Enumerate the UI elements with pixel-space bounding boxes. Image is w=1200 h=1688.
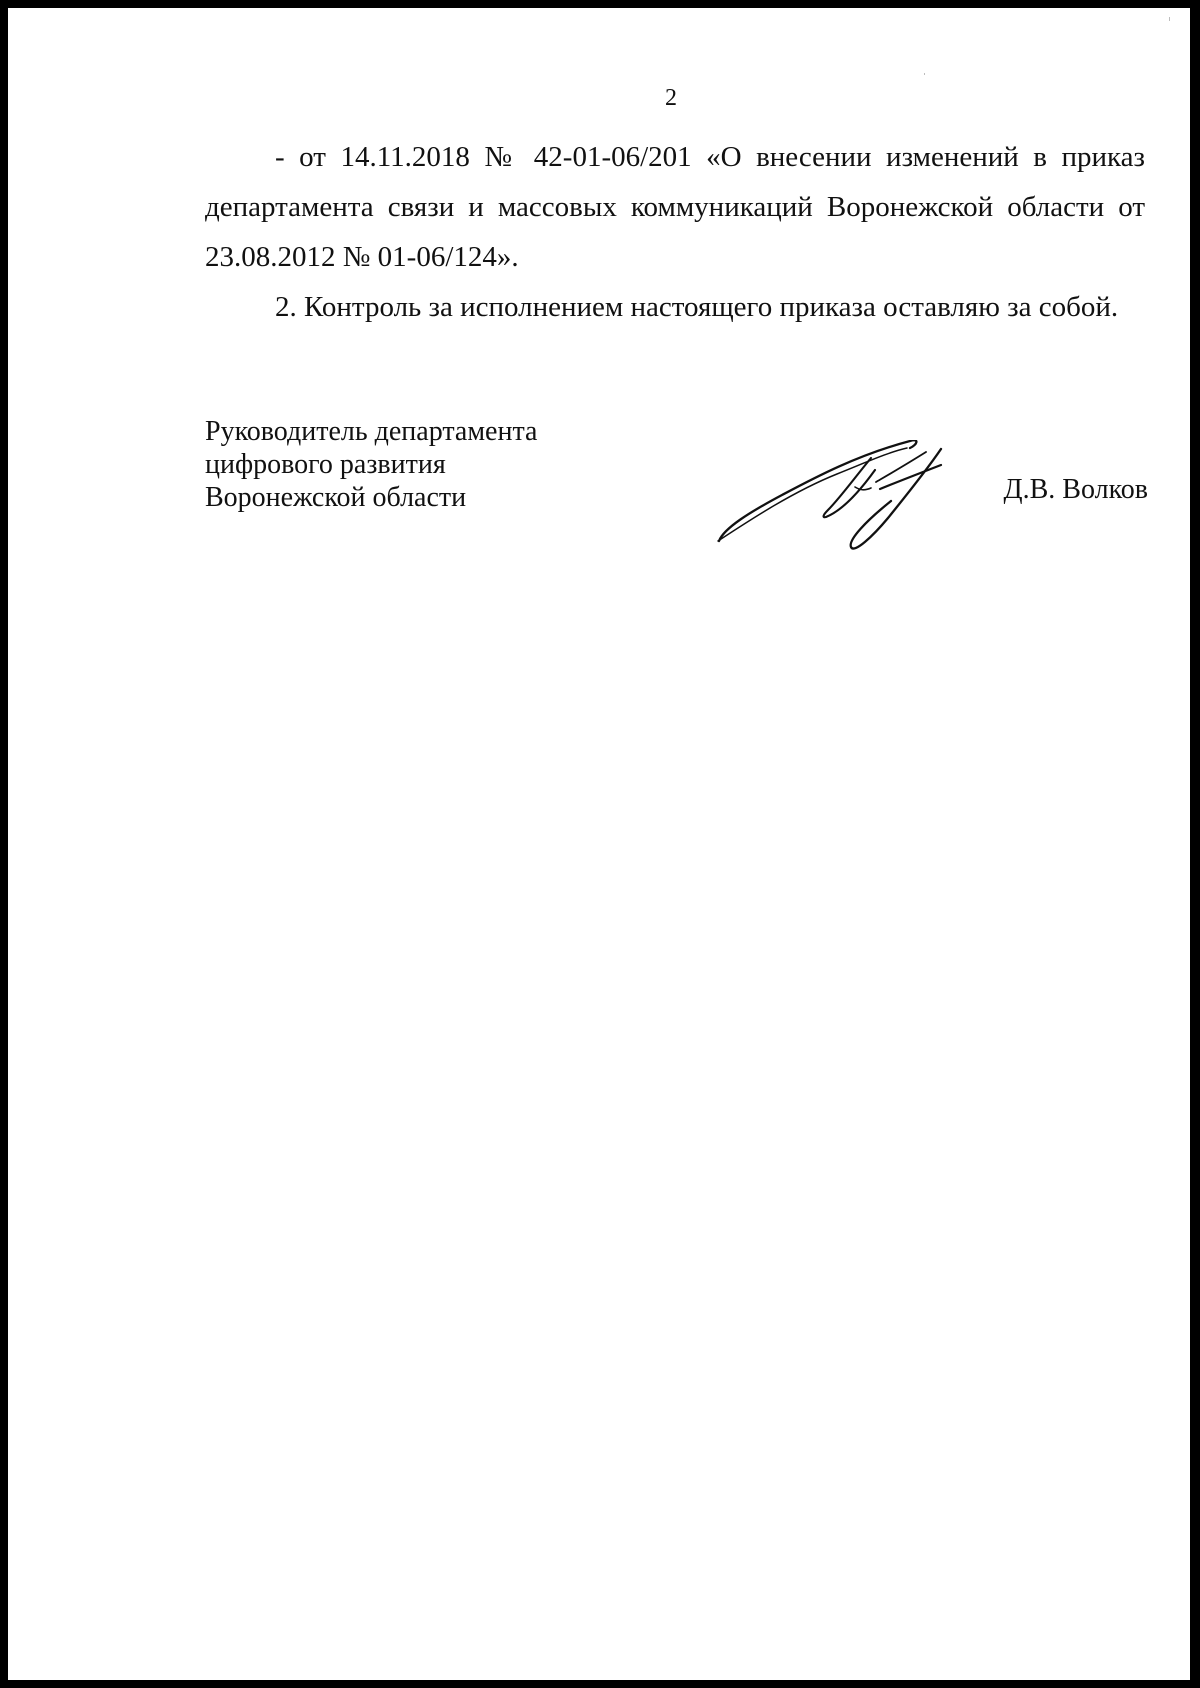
scan-speck <box>1169 17 1170 21</box>
position-line: Руководитель департамента <box>205 416 538 447</box>
scanned-document-page <box>8 8 1190 1680</box>
amendment-reference-paragraph: - от 14.11.2018 № 42-01-06/201 «О внесении изменений в приказ департамента связи и массовых коммуникаций Воронежской области от 23.08.2012 № 01-06/124». <box>205 141 1145 273</box>
page-number: 2 <box>665 85 677 111</box>
position-line: Воронежской области <box>205 482 467 513</box>
signer-name: Д.В. Волков <box>1003 474 1148 505</box>
signatory-position <box>205 415 565 514</box>
handwritten-signature <box>712 440 952 560</box>
scan-speck <box>924 73 925 75</box>
control-clause-paragraph: 2. Контроль за исполнением настоящего приказа оставляю за собой. <box>275 291 1119 323</box>
document-body <box>205 132 1145 332</box>
position-line: цифрового развития <box>205 449 446 480</box>
